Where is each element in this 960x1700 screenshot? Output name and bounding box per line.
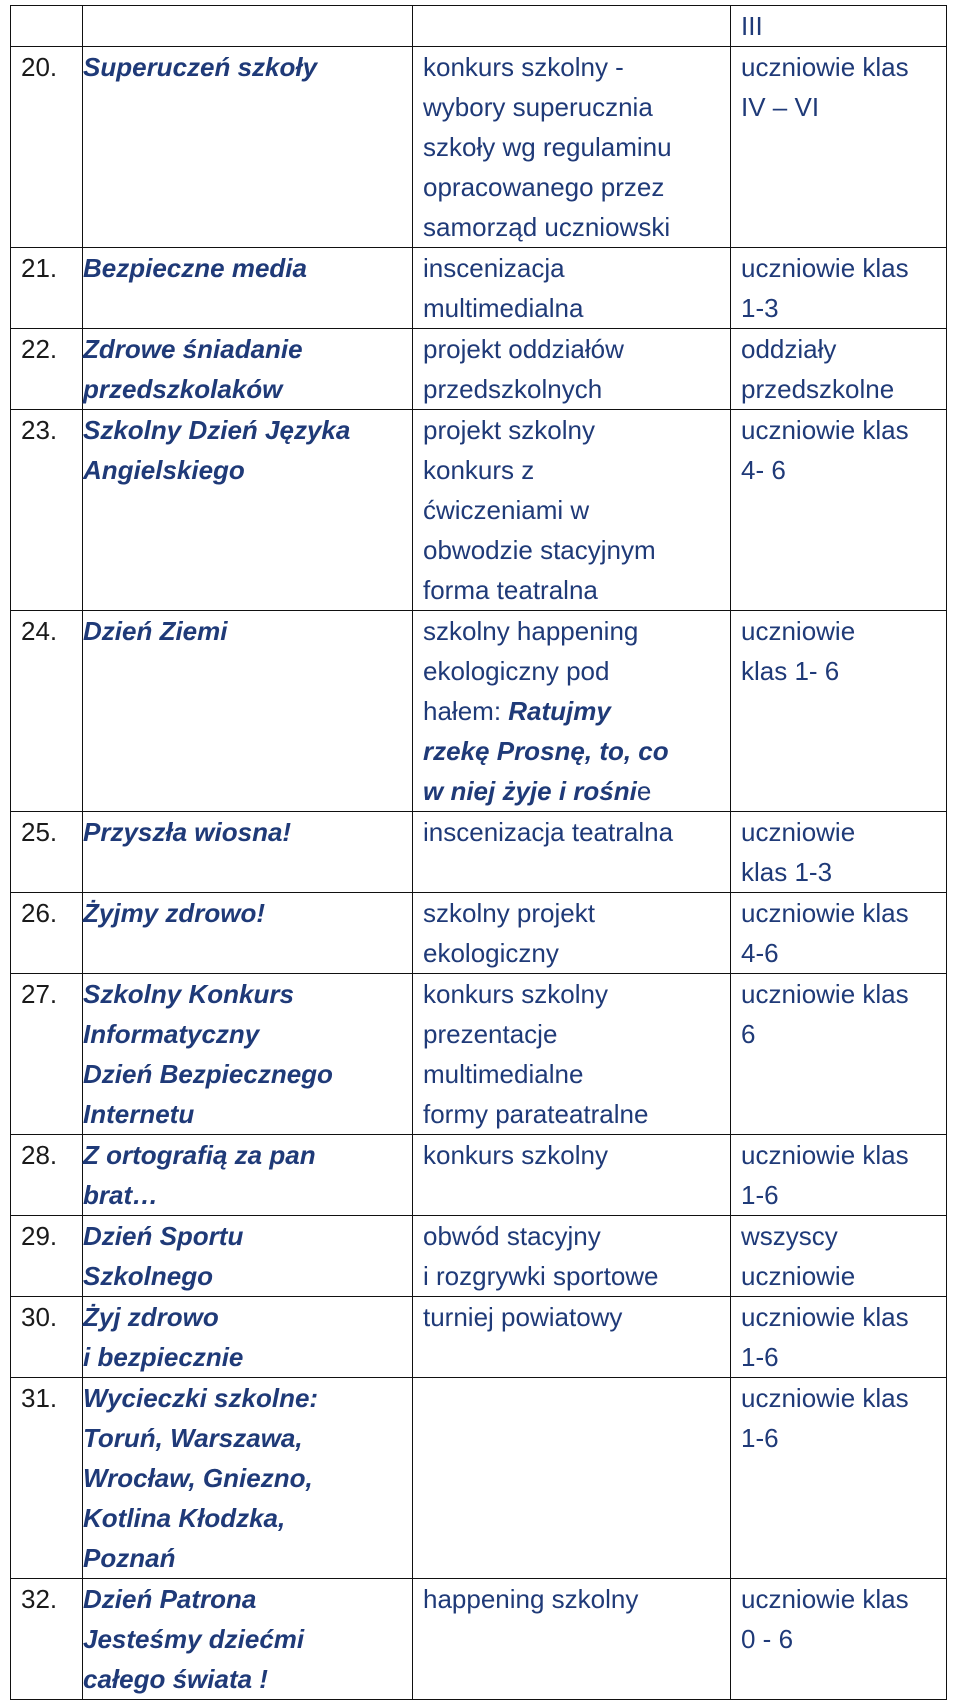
cell-line: forma teatralna xyxy=(423,575,598,605)
cell-line: całego świata ! xyxy=(83,1664,268,1694)
table-cell-form xyxy=(413,1135,731,1216)
cell-line: oddziały xyxy=(741,334,837,364)
cell-line: Toruń, Warszawa, xyxy=(83,1423,303,1453)
cell-line: klas 1-3 xyxy=(741,857,833,887)
table-row xyxy=(11,410,947,611)
cell-line: 30. xyxy=(21,1302,58,1332)
cell-line: 27. xyxy=(21,979,58,1009)
cell-line: formy parateatralne xyxy=(423,1099,649,1129)
cell-line: multimedialne xyxy=(423,1059,584,1089)
table-cell-title xyxy=(83,812,413,893)
table-cell-number xyxy=(11,410,83,611)
cell-line: ekologiczny xyxy=(423,938,559,968)
table-row xyxy=(11,1297,947,1378)
table-cell-form xyxy=(413,611,731,812)
cell-line: turniej powiatowy xyxy=(423,1302,623,1332)
cell-line: 1-6 xyxy=(741,1342,779,1372)
table-row xyxy=(11,329,947,410)
cell-line: III xyxy=(741,11,763,41)
cell-line: wszyscy xyxy=(741,1221,838,1251)
cell-line: Angielskiego xyxy=(83,455,245,485)
cell-line: 1-6 xyxy=(741,1423,779,1453)
cell-line: Szkolnego xyxy=(83,1261,214,1291)
table-cell-title xyxy=(83,1297,413,1378)
cell-line: szkolny projekt xyxy=(423,898,595,928)
cell-line: 25. xyxy=(21,817,58,847)
table-cell-title xyxy=(83,893,413,974)
table-cell-form xyxy=(413,1297,731,1378)
cell-line: uczniowie klas xyxy=(741,898,909,928)
cell-line: inscenizacja xyxy=(423,253,565,283)
cell-line: Z ortografią za pan xyxy=(83,1140,316,1170)
table-cell-target xyxy=(731,974,947,1135)
cell-line: 31. xyxy=(21,1383,58,1413)
cell-line: uczniowie klas xyxy=(741,1383,909,1413)
cell-line: Dzień Ziemi xyxy=(83,616,228,646)
cell-line: ekologiczny pod xyxy=(423,656,610,686)
table-row xyxy=(11,1579,947,1700)
table-cell-target xyxy=(731,893,947,974)
cell-line: szkoły wg regulaminu xyxy=(423,132,672,162)
cell-line: konkurs szkolny xyxy=(423,1140,608,1170)
table-cell-title xyxy=(83,410,413,611)
cell-text: Ratujmy xyxy=(508,696,611,726)
table-cell-form xyxy=(413,974,731,1135)
cell-line: konkurs szkolny xyxy=(423,979,608,1009)
cell-line: Kotlina Kłodzka, xyxy=(83,1503,286,1533)
table-cell-title xyxy=(83,974,413,1135)
cell-line: klas 1- 6 xyxy=(741,656,840,686)
cell-line: opracowanego przez xyxy=(423,172,665,202)
table-cell xyxy=(11,6,83,47)
cell-line: i bezpiecznie xyxy=(83,1342,244,1372)
cell-line: wybory superucznia xyxy=(423,92,653,122)
cell-line: przedszkolnych xyxy=(423,374,603,404)
table-cell-number xyxy=(11,812,83,893)
table-row xyxy=(11,248,947,329)
cell-line: konkurs z xyxy=(423,455,535,485)
cell-line: przedszkolaków xyxy=(83,374,283,404)
table-row xyxy=(11,893,947,974)
cell-line xyxy=(423,691,724,731)
cell-line: projekt szkolny xyxy=(423,415,595,445)
cell-line: obwodzie stacyjnym xyxy=(423,535,656,565)
table-row xyxy=(11,1216,947,1297)
cell-line: uczniowie klas xyxy=(741,1140,909,1170)
cell-line: Zdrowe śniadanie xyxy=(83,334,303,364)
table-cell-number xyxy=(11,1579,83,1700)
table-cell-form xyxy=(413,1579,731,1700)
cell-text: e xyxy=(636,776,652,806)
cell-line: Dzień Patrona xyxy=(83,1584,257,1614)
table-cell-number xyxy=(11,1216,83,1297)
table-cell-number xyxy=(11,248,83,329)
cell-line: 1-3 xyxy=(741,293,779,323)
cell-line: i rozgrywki sportowe xyxy=(423,1261,659,1291)
cell-line: 21. xyxy=(21,253,58,283)
cell-line: IV – VI xyxy=(741,92,820,122)
cell-line: multimedialna xyxy=(423,293,584,323)
cell-line: 4- 6 xyxy=(741,455,786,485)
cell-line: ćwiczeniami w xyxy=(423,495,590,525)
table-cell-form xyxy=(413,893,731,974)
cell-line: Szkolny Konkurs xyxy=(83,979,294,1009)
table-row-header xyxy=(11,6,947,47)
table-cell-target xyxy=(731,1216,947,1297)
table-cell-title xyxy=(83,47,413,248)
cell-line: Bezpieczne media xyxy=(83,253,307,283)
cell-line: konkurs szkolny - xyxy=(423,52,624,82)
table-cell-target xyxy=(731,410,947,611)
cell-line: projekt oddziałów xyxy=(423,334,624,364)
cell-line: uczniowie xyxy=(741,616,856,646)
table-row xyxy=(11,611,947,812)
cell-line: uczniowie klas xyxy=(741,253,909,283)
table-row xyxy=(11,812,947,893)
table-cell-title xyxy=(83,1579,413,1700)
table-cell-title xyxy=(83,611,413,812)
cell-line: 20. xyxy=(21,52,58,82)
cell-line: Żyjmy zdrowo! xyxy=(83,898,266,928)
cell-line: 28. xyxy=(21,1140,58,1170)
table-row xyxy=(11,1135,947,1216)
cell-line: 6 xyxy=(741,1019,756,1049)
table-cell-number xyxy=(11,611,83,812)
cell-line: Internetu xyxy=(83,1099,195,1129)
cell-line: Szkolny Dzień Języka xyxy=(83,415,351,445)
table-row xyxy=(11,47,947,248)
cell-line: 22. xyxy=(21,334,58,364)
cell-line: 24. xyxy=(21,616,58,646)
table-cell-target xyxy=(731,812,947,893)
table-cell xyxy=(83,6,413,47)
table-cell-target xyxy=(731,1579,947,1700)
table-cell-form xyxy=(413,410,731,611)
cell-line: inscenizacja teatralna xyxy=(423,817,674,847)
table-cell-target xyxy=(731,1135,947,1216)
cell-line: 23. xyxy=(21,415,58,445)
table-cell-number xyxy=(11,1297,83,1378)
table-cell-target xyxy=(731,611,947,812)
cell-line: 4-6 xyxy=(741,938,779,968)
table-cell xyxy=(413,6,731,47)
table-cell-form xyxy=(413,812,731,893)
cell-line: 29. xyxy=(21,1221,58,1251)
cell-line: happening szkolny xyxy=(423,1584,639,1614)
cell-line: szkolny happening xyxy=(423,616,639,646)
table-cell-form xyxy=(413,329,731,410)
table-row xyxy=(11,974,947,1135)
table-cell-form xyxy=(413,248,731,329)
table-cell-number xyxy=(11,1135,83,1216)
cell-line: uczniowie klas xyxy=(741,415,909,445)
cell-line: Przyszła wiosna! xyxy=(83,817,292,847)
cell-line: 32. xyxy=(21,1584,58,1614)
table-row xyxy=(11,1378,947,1579)
cell-line: Informatyczny xyxy=(83,1019,260,1049)
cell-text: w niej żyje i rośni xyxy=(423,776,637,806)
cell-line: uczniowie klas xyxy=(741,979,909,1009)
cell-line: 1-6 xyxy=(741,1180,779,1210)
table-cell-title xyxy=(83,248,413,329)
table-cell-target xyxy=(731,248,947,329)
cell-line: uczniowie klas xyxy=(741,52,909,82)
cell-line: uczniowie klas xyxy=(741,1584,909,1614)
table-cell-form xyxy=(413,1216,731,1297)
cell-line: rzekę Prosnę, to, co xyxy=(423,736,669,766)
cell-line: Wycieczki szkolne: xyxy=(83,1383,319,1413)
cell-line: Jesteśmy dziećmi xyxy=(83,1624,305,1654)
cell-line: Poznań xyxy=(83,1543,176,1573)
table-cell-form xyxy=(413,47,731,248)
cell-line: 26. xyxy=(21,898,58,928)
cell-line: brat… xyxy=(83,1180,159,1210)
cell-line: uczniowie klas xyxy=(741,1302,909,1332)
cell-line xyxy=(423,771,724,811)
table-cell-target xyxy=(731,1297,947,1378)
table-cell-number xyxy=(11,47,83,248)
cell-line: przedszkolne xyxy=(741,374,895,404)
cell-text: hałem: xyxy=(423,696,509,726)
cell-line: obwód stacyjny xyxy=(423,1221,601,1251)
table-cell-target xyxy=(731,47,947,248)
cell-line: uczniowie xyxy=(741,817,856,847)
table-cell-form xyxy=(413,1378,731,1579)
cell-line: 0 - 6 xyxy=(741,1624,794,1654)
table-cell-number xyxy=(11,329,83,410)
events-table xyxy=(10,5,947,1700)
cell-line: prezentacje xyxy=(423,1019,558,1049)
cell-line: Dzień Bezpiecznego xyxy=(83,1059,333,1089)
cell-line: uczniowie xyxy=(741,1261,856,1291)
cell-line: Dzień Sportu xyxy=(83,1221,244,1251)
cell-line: Superuczeń szkoły xyxy=(83,52,318,82)
table-cell-title xyxy=(83,1378,413,1579)
document-page xyxy=(10,5,946,1700)
table-cell-target xyxy=(731,1378,947,1579)
table-cell-target xyxy=(731,329,947,410)
table-cell-title xyxy=(83,329,413,410)
table-cell-target xyxy=(731,6,947,47)
table-cell-title xyxy=(83,1216,413,1297)
cell-line: Wrocław, Gniezno, xyxy=(83,1463,313,1493)
cell-line: Żyj zdrowo xyxy=(83,1302,219,1332)
cell-line: samorząd uczniowski xyxy=(423,212,671,242)
table-cell-number xyxy=(11,893,83,974)
table-cell-number xyxy=(11,974,83,1135)
table-cell-title xyxy=(83,1135,413,1216)
table-cell-number xyxy=(11,1378,83,1579)
